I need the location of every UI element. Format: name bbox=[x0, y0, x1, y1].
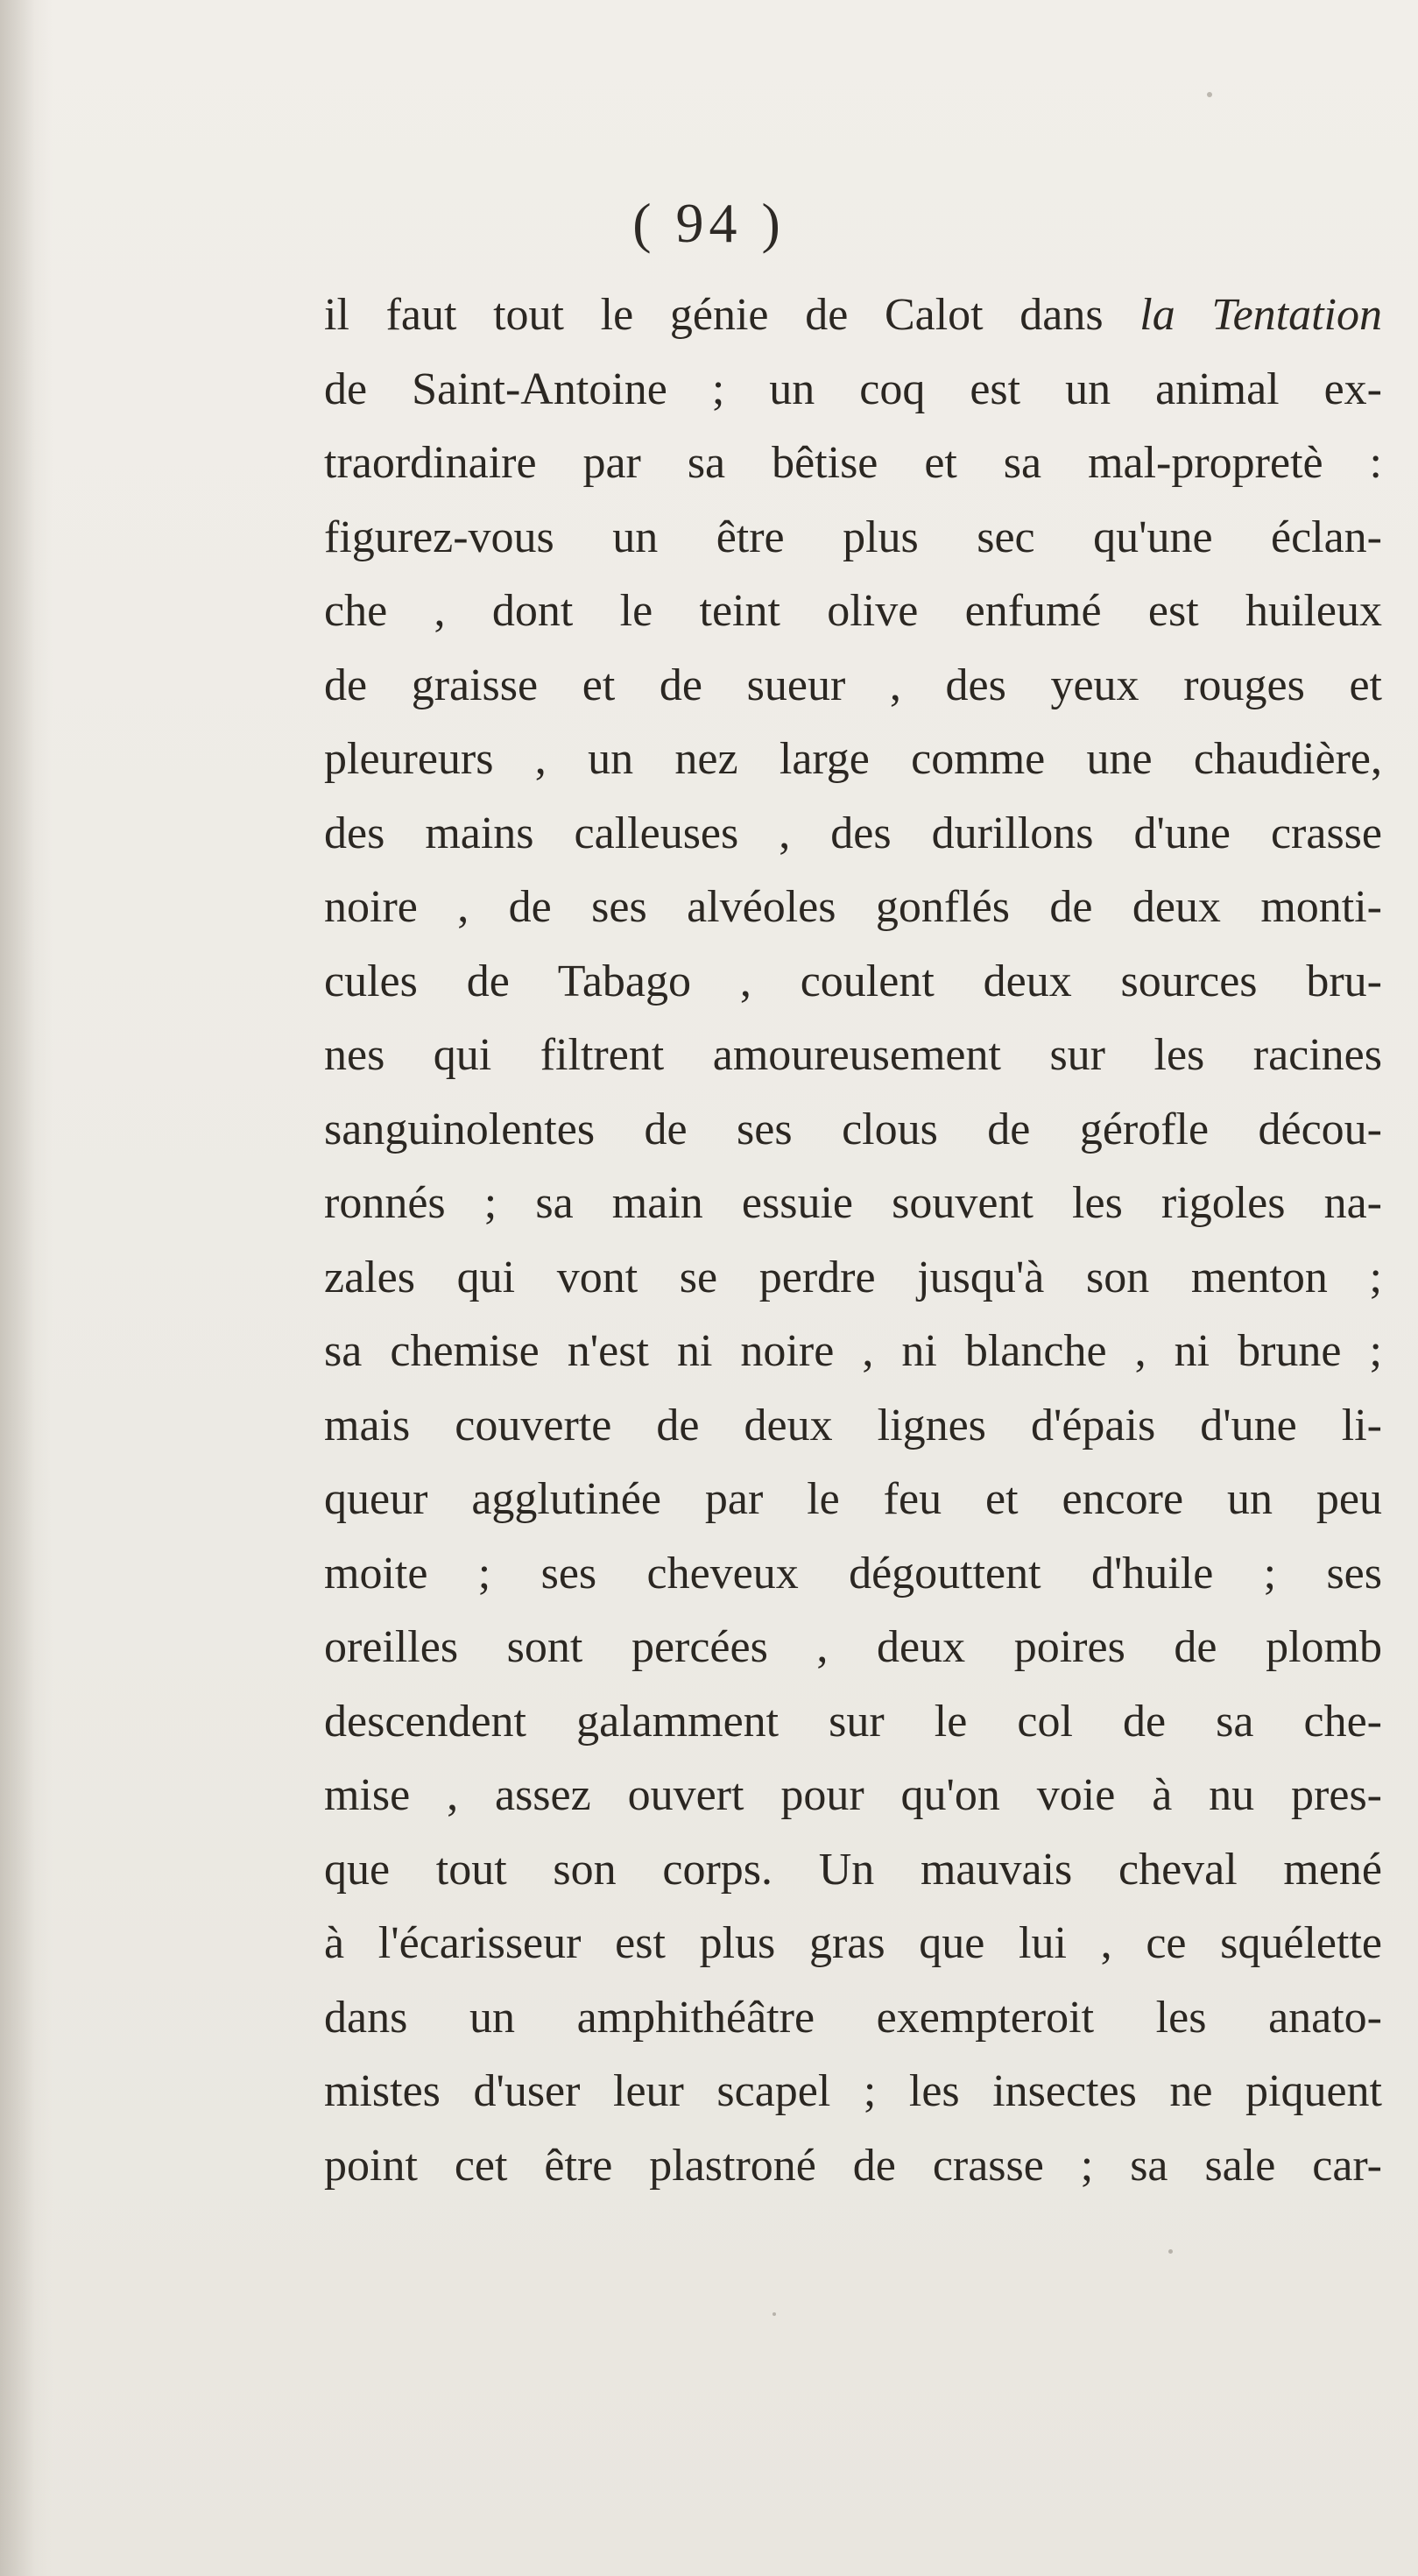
text-line: queur agglutinée par le feu et encore un peu bbox=[324, 1474, 1382, 1524]
text-line: des mains calleuses , des durillons d'une crasse bbox=[324, 808, 1382, 858]
text-line: mais couverte de deux lignes d'épais d'une li- bbox=[324, 1400, 1382, 1450]
text-line: traordinaire par sa bêtise et sa mal-propretè : bbox=[324, 438, 1382, 488]
italic-title: la Tentation bbox=[1139, 290, 1382, 340]
text-line: oreilles sont percées , deux poires de plomb bbox=[324, 1622, 1382, 1672]
text-line: point cet être plastroné de crasse ; sa sale car- bbox=[324, 2140, 1382, 2191]
text-line: que tout son corps. Un mauvais cheval mené bbox=[324, 1844, 1382, 1895]
text-line: descendent galamment sur le col de sa che- bbox=[324, 1696, 1382, 1747]
body-text bbox=[324, 279, 1382, 2203]
text-line: sa chemise n'est ni noire , ni blanche , ni brune ; bbox=[324, 1326, 1382, 1376]
spine-shadow bbox=[0, 0, 35, 2576]
text-line: figurez-vous un être plus sec qu'une éclan- bbox=[324, 512, 1382, 562]
text-line: de graisse et de sueur , des yeux rouges et bbox=[324, 660, 1382, 710]
text-line: ronnés ; sa main essuie souvent les rigoles na- bbox=[324, 1178, 1382, 1228]
text-line: il faut tout le génie de Calot dans la Tentation bbox=[324, 290, 1382, 340]
text-line: cules de Tabago , coulent deux sources bru- bbox=[324, 956, 1382, 1006]
paper-speck bbox=[1207, 92, 1212, 97]
text-line: sanguinolentes de ses clous de gérofle décou- bbox=[324, 1104, 1382, 1154]
text-line: nes qui filtrent amoureusement sur les racines bbox=[324, 1030, 1382, 1080]
text-line: de Saint-Antoine ; un coq est un animal ex- bbox=[324, 363, 1382, 414]
page-number: ( 94 ) bbox=[632, 192, 786, 254]
text-line: noire , de ses alvéoles gonflés de deux monti- bbox=[324, 882, 1382, 932]
text-line: mise , assez ouvert pour qu'on voie à nu pres- bbox=[324, 1770, 1382, 1820]
text-line: moite ; ses cheveux dégouttent d'huile ; ses bbox=[324, 1548, 1382, 1599]
text-line: dans un amphithéâtre exempteroit les anato- bbox=[324, 1992, 1382, 2043]
text-line: mistes d'user leur scapel ; les insectes ne piquent bbox=[324, 2066, 1382, 2116]
paper-speck bbox=[1168, 2249, 1173, 2254]
paper-speck bbox=[772, 2312, 776, 2316]
text-line: zales qui vont se perdre jusqu'à son menton ; bbox=[324, 1252, 1382, 1302]
text-line: che , dont le teint olive enfumé est huileux bbox=[324, 586, 1382, 636]
text-line: à l'écarisseur est plus gras que lui , ce squélette bbox=[324, 1918, 1382, 1968]
text-line: pleureurs , un nez large comme une chaudière, bbox=[324, 734, 1382, 784]
